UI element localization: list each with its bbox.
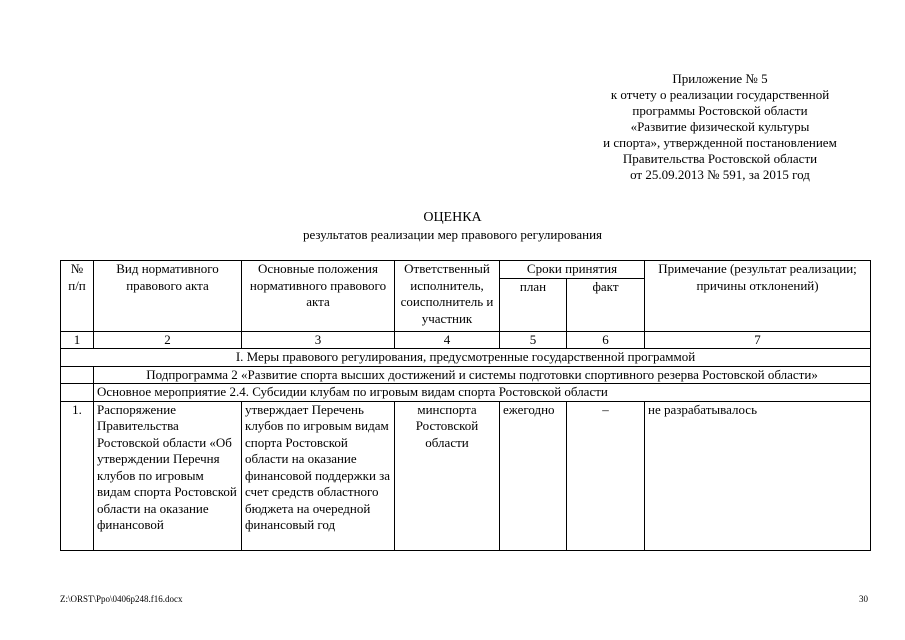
appendix-line: программы Ростовской области [632,103,808,118]
row-note-text: не разрабатывалось [648,401,757,417]
section-row [61,349,871,367]
row-plan-text: ежегодно [503,401,555,417]
appendix-block [560,71,880,183]
column-number: 3 [242,331,395,349]
regulation-table [60,260,871,551]
header-responsible: Ответственный исполнитель, соисполнитель и участник [395,261,500,332]
document-subtitle: результатов реализации мер правового регулирования [302,227,603,242]
row-fact-text: – [602,401,609,417]
measure-empty-cell [61,384,94,402]
header-kind: Вид нормативного правового акта [94,261,242,332]
section-title: I. Меры правового регулирования, предусмотренные государственной программой [61,349,871,367]
table-row [61,401,871,550]
measure-row [61,384,871,402]
header-provisions: Основные положения нормативного правового акта [242,261,395,332]
footer-file-path: Z:\ORST\Ppo\0406p248.f16.docx [60,594,183,604]
column-number: 5 [500,331,567,349]
subprogram-title: Подпрограмма 2 «Развитие спорта высших достижений и системы подготовки спортивного резерва Ростовской области» [94,366,871,384]
column-number: 6 [567,331,645,349]
row-kind-text: Распоряжение Правительства Ростовской области «Об утверждении Перечня клубов по игровым видам спорта Ростовской области на оказание финансовой [97,401,237,532]
row-responsible [395,401,500,550]
document-title: ОЦЕНКА [423,210,482,225]
column-number-row [61,331,871,349]
row-provisions [242,401,395,550]
header-num: № п/п [61,261,94,332]
column-number: 7 [645,331,871,349]
measure-title: Основное мероприятие 2.4. Субсидии клубам по игровым видам спорта Ростовской области [94,384,871,402]
header-note: Примечание (результат реализации; причины отклонений) [645,261,871,332]
appendix-line: Правительства Ростовской области [622,151,818,166]
column-number: 4 [395,331,500,349]
row-note [645,401,871,550]
header-terms: Сроки принятия [500,261,645,279]
row-num [61,401,94,550]
appendix-line: к отчету о реализации государственной [610,87,830,102]
appendix-line: Приложение № 5 [672,71,768,86]
row-responsible-text: минспорта Ростовской области [415,401,479,450]
row-fact [567,401,645,550]
header-row [61,261,871,279]
subprogram-row [61,366,871,384]
column-number: 2 [94,331,242,349]
row-provisions-text: утверждает Перечень клубов по игровым видам спорта Ростовской области на оказание финансовой поддержки за счет средств областного бюджета на очередной финансовый год [245,401,391,532]
subprogram-empty-cell [61,366,94,384]
appendix-line: и спорта», утвержденной постановлением [603,135,837,150]
header-plan: план [500,278,567,331]
column-number: 1 [61,331,94,349]
row-plan [500,401,567,550]
footer-page-number: 30 [859,594,868,604]
header-fact: факт [567,278,645,331]
appendix-line: «Развитие физической культуры [630,119,810,134]
row-num-text: 1. [72,401,82,417]
appendix-line: от 25.09.2013 № 591, за 2015 год [630,167,810,182]
row-kind [94,401,242,550]
